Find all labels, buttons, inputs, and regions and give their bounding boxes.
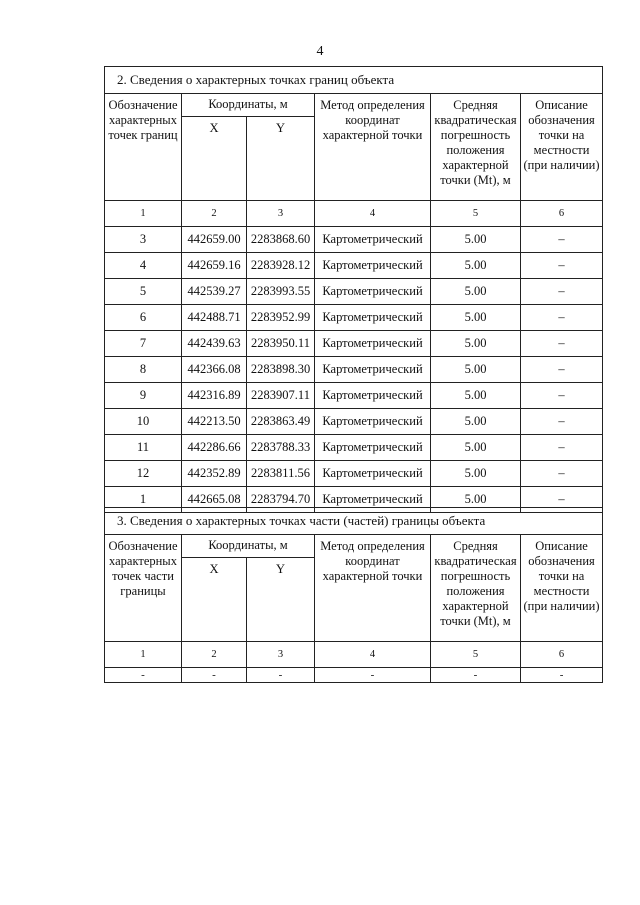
y-coordinate-cell: 2283952.99 <box>247 305 315 331</box>
x-coordinate-cell: 442659.00 <box>182 227 247 253</box>
description-cell: – <box>521 253 603 279</box>
table-row <box>105 227 603 253</box>
x-coordinate-cell: 442488.71 <box>182 305 247 331</box>
column-index: 2 <box>182 201 247 227</box>
description-cell: – <box>521 409 603 435</box>
description-cell: – <box>521 357 603 383</box>
header-description: Описание обозначения точки на местности (при наличии) <box>521 94 603 201</box>
header-designation: Обозначение характерных точек границ <box>105 94 182 201</box>
header-description: Описание обозначения точки на местности (при наличии) <box>521 535 603 642</box>
column-index: 5 <box>431 201 521 227</box>
y-coordinate-cell: 2283863.49 <box>247 409 315 435</box>
error-cell: 5.00 <box>431 279 521 305</box>
point-number-cell: 11 <box>105 435 182 461</box>
point-number-cell: 4 <box>105 253 182 279</box>
column-index: 6 <box>521 642 603 668</box>
header-y: Y <box>247 116 315 200</box>
method-cell: Картометрический <box>315 409 431 435</box>
y-coordinate-cell: 2283993.55 <box>247 279 315 305</box>
table-row <box>105 461 603 487</box>
empty-cell: - <box>315 668 431 683</box>
error-cell: 5.00 <box>431 383 521 409</box>
column-index: 3 <box>247 201 315 227</box>
header-error: Средняя квадратическая погрешность положения характерной точки (Mt), м <box>431 535 521 642</box>
error-cell: 5.00 <box>431 435 521 461</box>
table-row <box>105 409 603 435</box>
column-index: 3 <box>247 642 315 668</box>
point-number-cell: 6 <box>105 305 182 331</box>
header-designation: Обозначение характерных точек части границы <box>105 535 182 642</box>
point-number-cell: 9 <box>105 383 182 409</box>
error-cell: 5.00 <box>431 305 521 331</box>
x-coordinate-cell: 442439.63 <box>182 331 247 357</box>
empty-cell: - <box>182 668 247 683</box>
section-title: 3. Сведения о характерных точках части (частей) границы объекта <box>105 508 603 535</box>
column-index: 2 <box>182 642 247 668</box>
part-boundary-points-table <box>104 507 603 683</box>
boundary-points-table <box>104 66 603 513</box>
column-index: 4 <box>315 642 431 668</box>
page-number: 4 <box>316 44 324 59</box>
description-cell: – <box>521 331 603 357</box>
error-cell: 5.00 <box>431 253 521 279</box>
column-index: 6 <box>521 201 603 227</box>
description-cell: – <box>521 487 603 513</box>
description-cell: – <box>521 305 603 331</box>
method-cell: Картометрический <box>315 279 431 305</box>
method-cell: Картометрический <box>315 227 431 253</box>
error-cell: 5.00 <box>431 331 521 357</box>
column-index-row <box>105 201 603 227</box>
method-cell: Картометрический <box>315 383 431 409</box>
table-row <box>105 253 603 279</box>
description-cell: – <box>521 279 603 305</box>
x-coordinate-cell: 442665.08 <box>182 487 247 513</box>
table-row <box>105 383 603 409</box>
header-coordinates: Координаты, м <box>182 535 315 558</box>
table-row <box>105 435 603 461</box>
description-cell: – <box>521 461 603 487</box>
x-coordinate-cell: 442286.66 <box>182 435 247 461</box>
x-coordinate-cell: 442659.16 <box>182 253 247 279</box>
error-cell: 5.00 <box>431 409 521 435</box>
point-number-cell: 7 <box>105 331 182 357</box>
header-coordinates: Координаты, м <box>182 94 315 117</box>
method-cell: Картометрический <box>315 461 431 487</box>
point-number-cell: 5 <box>105 279 182 305</box>
y-coordinate-cell: 2283898.30 <box>247 357 315 383</box>
y-coordinate-cell: 2283811.56 <box>247 461 315 487</box>
description-cell: – <box>521 383 603 409</box>
y-coordinate-cell: 2283868.60 <box>247 227 315 253</box>
column-index-row <box>105 642 603 668</box>
header-y: Y <box>247 557 315 641</box>
method-cell: Картометрический <box>315 331 431 357</box>
description-cell: – <box>521 227 603 253</box>
table-row <box>105 305 603 331</box>
column-index: 4 <box>315 201 431 227</box>
empty-cell: - <box>247 668 315 683</box>
column-index: 1 <box>105 642 182 668</box>
error-cell: 5.00 <box>431 227 521 253</box>
table-row <box>105 279 603 305</box>
point-number-cell: 12 <box>105 461 182 487</box>
y-coordinate-cell: 2283950.11 <box>247 331 315 357</box>
point-number-cell: 10 <box>105 409 182 435</box>
method-cell: Картометрический <box>315 357 431 383</box>
method-cell: Картометрический <box>315 487 431 513</box>
empty-cell: - <box>431 668 521 683</box>
y-coordinate-cell: 2283907.11 <box>247 383 315 409</box>
method-cell: Картометрический <box>315 305 431 331</box>
header-x: X <box>182 557 247 641</box>
point-number-cell: 3 <box>105 227 182 253</box>
empty-row <box>105 668 603 683</box>
description-cell: – <box>521 435 603 461</box>
empty-cell: - <box>521 668 603 683</box>
column-index: 5 <box>431 642 521 668</box>
point-number-cell: 8 <box>105 357 182 383</box>
error-cell: 5.00 <box>431 357 521 383</box>
header-x: X <box>182 116 247 200</box>
header-method: Метод определения координат характерной точки <box>315 535 431 642</box>
method-cell: Картометрический <box>315 253 431 279</box>
table-row <box>105 331 603 357</box>
y-coordinate-cell: 2283928.12 <box>247 253 315 279</box>
method-cell: Картометрический <box>315 435 431 461</box>
x-coordinate-cell: 442352.89 <box>182 461 247 487</box>
y-coordinate-cell: 2283794.70 <box>247 487 315 513</box>
column-index: 1 <box>105 201 182 227</box>
x-coordinate-cell: 442366.08 <box>182 357 247 383</box>
empty-cell: - <box>105 668 182 683</box>
header-error: Средняя квадратическая погрешность положения характерной точки (Mt), м <box>431 94 521 201</box>
section-title: 2. Сведения о характерных точках границ объекта <box>105 67 603 94</box>
x-coordinate-cell: 442316.89 <box>182 383 247 409</box>
x-coordinate-cell: 442213.50 <box>182 409 247 435</box>
y-coordinate-cell: 2283788.33 <box>247 435 315 461</box>
table-row <box>105 357 603 383</box>
header-method: Метод определения координат характерной точки <box>315 94 431 201</box>
point-number-cell: 1 <box>105 487 182 513</box>
x-coordinate-cell: 442539.27 <box>182 279 247 305</box>
error-cell: 5.00 <box>431 461 521 487</box>
error-cell: 5.00 <box>431 487 521 513</box>
